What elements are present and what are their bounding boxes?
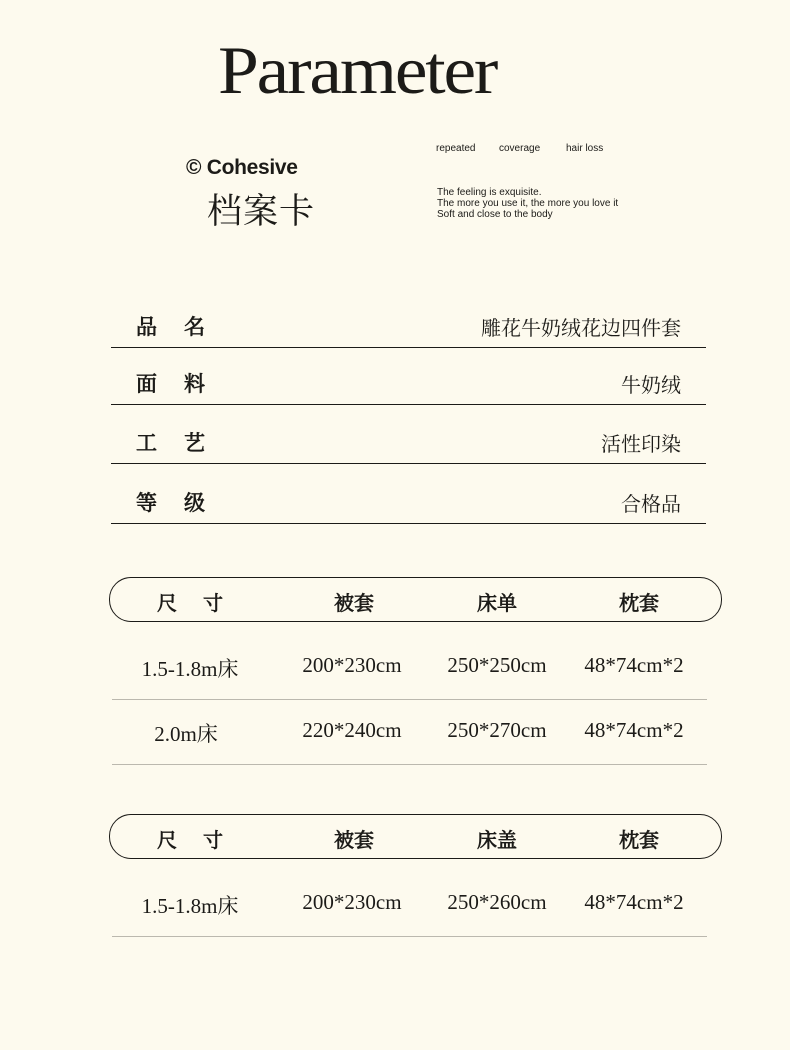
header-cell: 尺寸: [157, 591, 249, 615]
page-title: Parameter: [218, 32, 497, 108]
table-cell: 200*230cm: [302, 890, 402, 914]
header-cell: 床单: [477, 591, 517, 615]
tag-item: repeated: [436, 143, 476, 154]
table-row: [112, 635, 707, 700]
header-cell: 床盖: [477, 828, 517, 852]
brand-subtitle: 档案卡: [207, 192, 316, 232]
table-cell: 2.0m床: [154, 722, 218, 746]
tag-item: hair loss: [566, 143, 604, 154]
tagline: [437, 187, 618, 220]
param-row: [111, 464, 706, 524]
table-cell: 1.5-1.8m床: [141, 894, 239, 918]
param-value: 活性印染: [601, 432, 681, 456]
tagline-line: The feeling is exquisite.: [437, 187, 542, 198]
param-label: 工艺: [136, 430, 232, 455]
tagline-line: Soft and close to the body: [437, 209, 553, 220]
table-cell: 200*230cm: [302, 653, 402, 677]
table-cell: 250*250cm: [447, 653, 547, 677]
header-cell: 被套: [334, 591, 374, 615]
tagline-line: The more you use it, the more you love it: [437, 198, 619, 209]
table-cell: 48*74cm*2: [584, 890, 684, 914]
header-cell: 枕套: [619, 591, 659, 615]
table-cell: 250*270cm: [447, 718, 547, 742]
size-table-header: [109, 577, 722, 622]
size-table-header: [109, 814, 722, 859]
param-label: 等级: [136, 490, 232, 515]
table-cell: 48*74cm*2: [584, 718, 684, 742]
table-cell: 250*260cm: [447, 890, 547, 914]
header-cell: 被套: [334, 828, 374, 852]
parameter-list: [111, 300, 706, 524]
header-cell: 枕套: [619, 828, 659, 852]
param-row: [111, 348, 706, 405]
param-value: 牛奶绒: [621, 373, 681, 397]
param-label: 品名: [136, 314, 232, 339]
param-row: [111, 405, 706, 464]
table-row: [112, 700, 707, 765]
table-cell: 1.5-1.8m床: [141, 657, 239, 681]
tag-item: coverage: [499, 143, 541, 154]
param-value: 雕花牛奶绒花边四件套: [481, 316, 681, 340]
param-label: 面料: [136, 371, 232, 396]
header-cell: 尺寸: [157, 828, 249, 852]
param-value: 合格品: [621, 492, 681, 516]
table-cell: 48*74cm*2: [584, 653, 684, 677]
table-row: [112, 872, 707, 937]
param-row: [111, 300, 706, 348]
brand-logo: © Cohesive: [186, 156, 298, 179]
table-cell: 220*240cm: [302, 718, 402, 742]
